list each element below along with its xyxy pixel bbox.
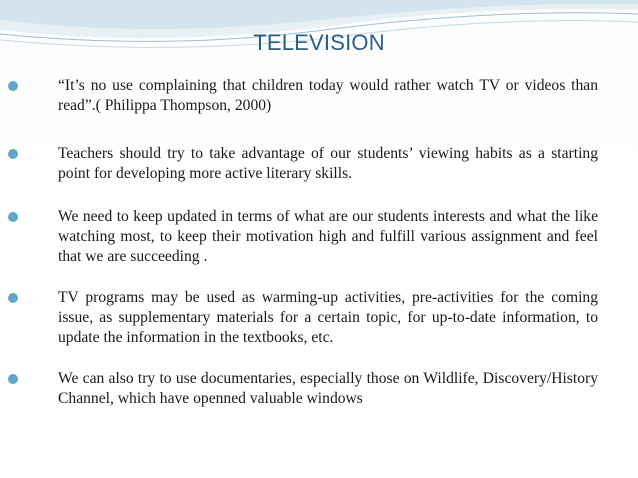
- bullet-dot-icon: [8, 149, 18, 159]
- bullet-item: [0, 144, 638, 184]
- bullet-text: We can also try to use documentaries, especially those on Wildlife, Discovery/History Channel, which have openned valuable windows: [58, 370, 598, 407]
- bullet-dot-icon: [8, 293, 18, 303]
- bullet-dot-icon: [8, 212, 18, 222]
- bullet-text: “It’s no use complaining that children today would rather watch TV or videos than read”.( Philippa Thompson, 2000): [58, 77, 598, 114]
- bullet-dot-icon: [8, 374, 18, 384]
- bullet-text: Teachers should try to take advantage of our students’ viewing habits as a starting point for developing more active literary skills.: [58, 145, 598, 182]
- bullet-item: [0, 288, 638, 348]
- bullet-item: [0, 76, 638, 116]
- bullet-text: We need to keep updated in terms of what are our students interests and what the like watching most, to keep their motivation high and fulfill various assignment and feel that we are succeeding .: [58, 208, 598, 265]
- bullet-item: [0, 207, 638, 267]
- bullet-item: [0, 369, 638, 409]
- bullet-dot-icon: [8, 81, 18, 91]
- slide-title: TELEVISION: [253, 30, 385, 55]
- bullet-list: [0, 76, 638, 409]
- bullet-text: TV programs may be used as warming-up activities, pre-activities for the coming issue, as supplementary materials for a certain topic, for up-to-date information, to update the information in the textbooks, etc.: [58, 289, 598, 346]
